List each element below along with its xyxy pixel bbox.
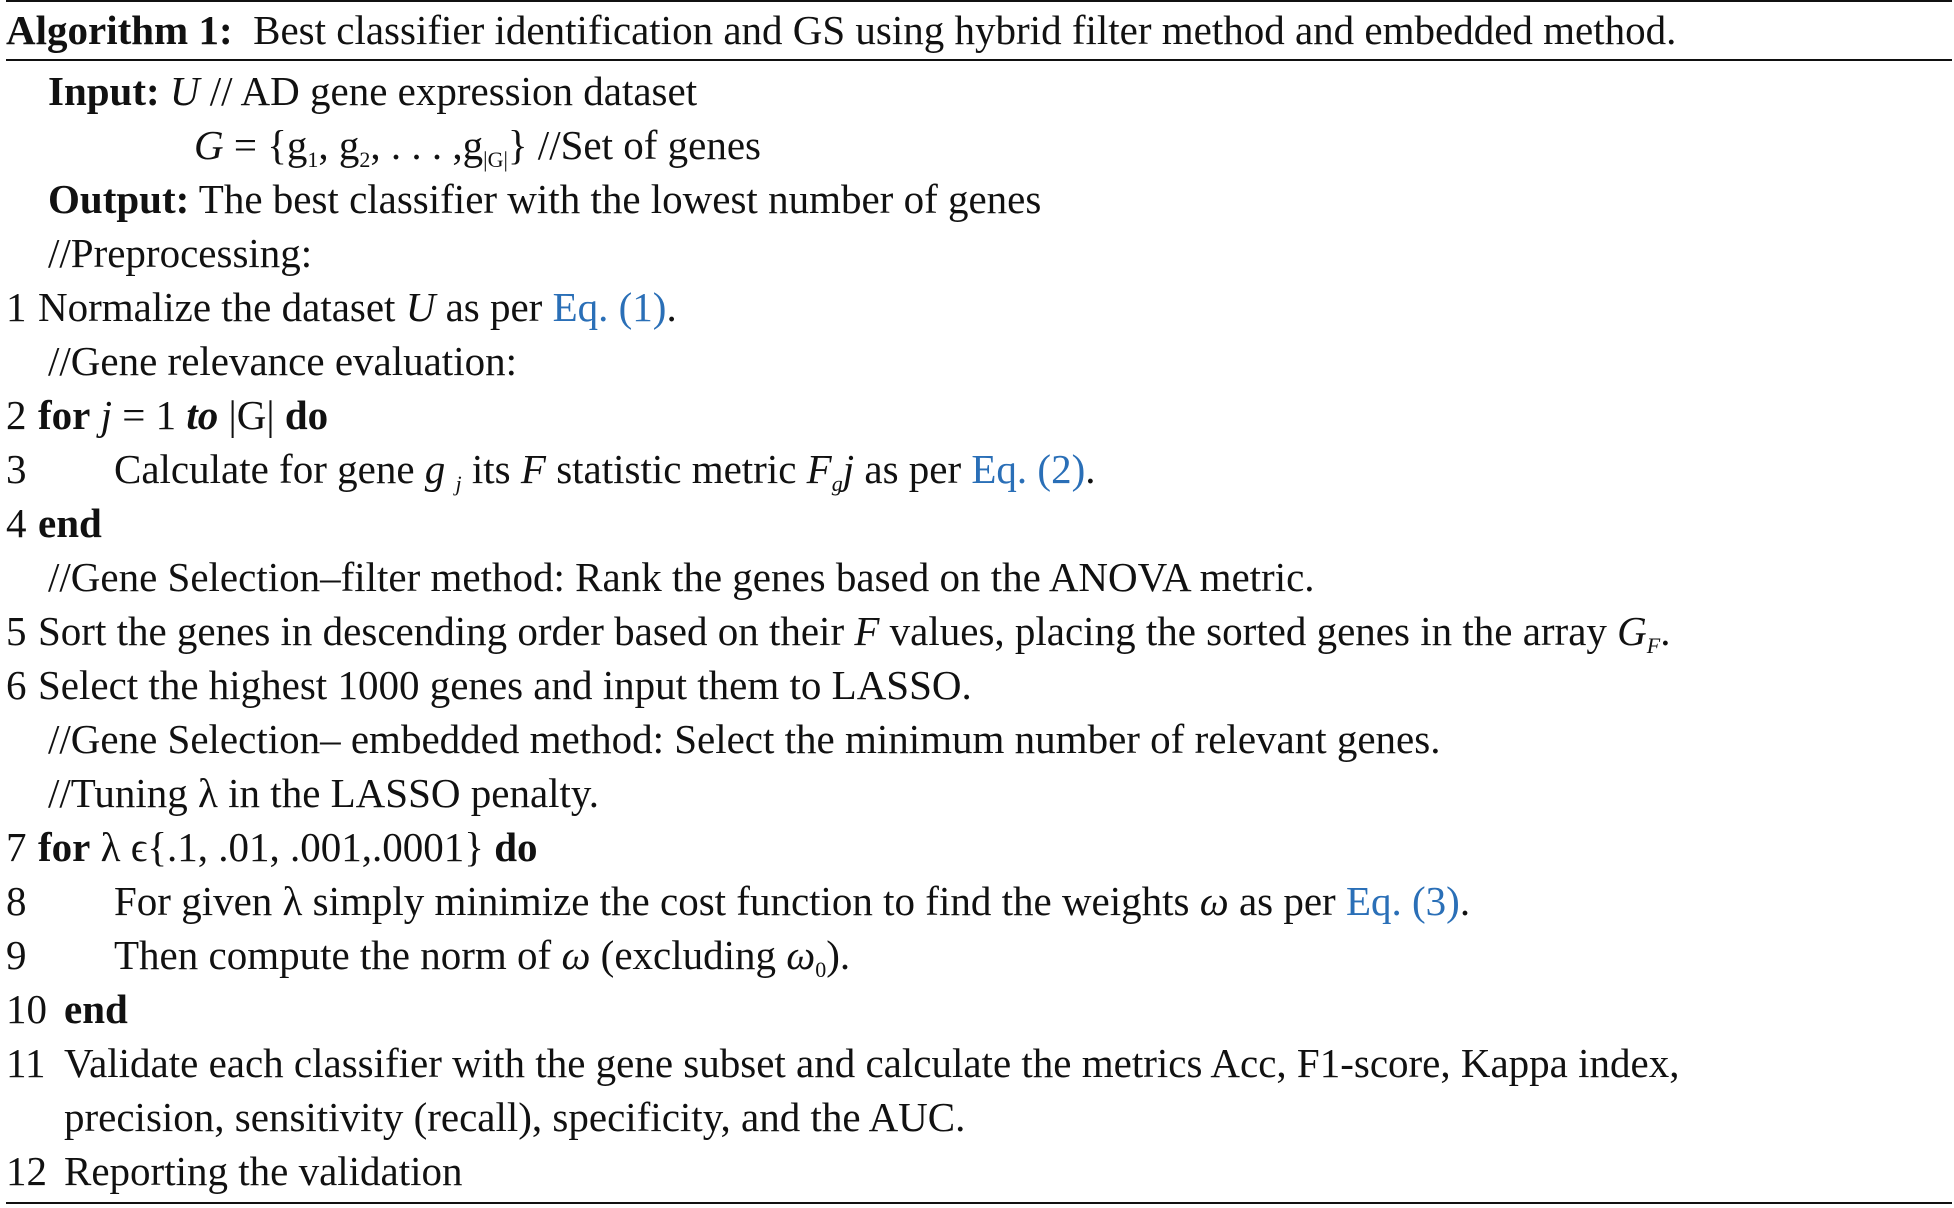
algo-line-2: [6, 388, 1952, 442]
l8-text-a: For given λ simply minimize the cost function to find the weights: [114, 878, 1190, 924]
l3-f: F: [520, 446, 546, 492]
l1-end: .: [666, 284, 677, 330]
l1-var: U: [405, 284, 436, 330]
algo-line-8: [6, 874, 1952, 928]
l9-end: ).: [826, 932, 851, 978]
algo-line-1: [6, 280, 1952, 334]
l3-text-b: its: [471, 446, 511, 492]
l3-f2: F: [806, 446, 832, 492]
l9-text-b: (excluding: [600, 932, 777, 978]
line-number: 2: [6, 392, 27, 438]
bottom-rule: [6, 1202, 1952, 1204]
set-tail: } //Set of genes: [507, 122, 761, 168]
line-number: 7: [6, 824, 27, 870]
algo-line-11: [6, 1036, 1952, 1090]
algo-line-7: [6, 820, 1952, 874]
input-var: U: [169, 68, 200, 114]
line-number: 6: [6, 662, 27, 708]
l9-omega0-sub: 0: [815, 957, 827, 982]
l3-text-c: statistic metric: [556, 446, 797, 492]
comment-relevance: //Gene relevance evaluation:: [48, 338, 517, 384]
set-mid2: , . . . ,g: [370, 122, 484, 168]
line-number: 9: [6, 932, 27, 978]
algo-line-9: [6, 928, 1952, 982]
l11-text-a: Validate each classifier with the gene subset and calculate the metrics Acc, F1-score, Kappa index,: [64, 1040, 1680, 1086]
l3-end: .: [1085, 446, 1096, 492]
l8-end: .: [1459, 878, 1471, 924]
l5-f: F: [854, 608, 880, 654]
gene-set-line: [194, 118, 761, 172]
set-lhs: G: [194, 122, 224, 168]
algorithm-title-text: Best classifier identification and GS using hybrid filter method and embedded method.: [253, 7, 1677, 53]
set-sub3: |G|: [483, 147, 508, 172]
algorithm-label: Algorithm 1:: [6, 7, 233, 53]
l9-omega0: ω: [786, 932, 816, 978]
l6-text: Select the highest 1000 genes and input them to LASSO.: [38, 662, 972, 708]
line-number: 10: [6, 986, 47, 1032]
line-number: 1: [6, 284, 27, 330]
eq3-link[interactable]: Eq. (3): [1345, 878, 1460, 924]
l3-f2-sub: g: [831, 471, 843, 496]
algo-line-3: [6, 442, 1952, 496]
line-number: 12: [6, 1148, 47, 1194]
algo-line-6: [6, 658, 1952, 712]
l3-text-d: as per: [864, 446, 962, 492]
line-number: 8: [6, 878, 27, 924]
l5-end: .: [1660, 608, 1671, 654]
l7-for: for: [38, 824, 91, 870]
set-expr: = {g: [233, 122, 308, 168]
output-line: [48, 172, 1041, 226]
title-rule: [6, 59, 1952, 61]
l5-text-a: Sort the genes in descending order based on their: [38, 608, 845, 654]
l2-eq: = 1: [122, 392, 177, 438]
l7-lambda-set: λ ϵ{.1, .01, .001,.0001}: [100, 824, 484, 870]
l2-g: |G|: [228, 392, 275, 438]
l3-g-sub: j: [455, 471, 462, 496]
l7-do: do: [494, 824, 538, 870]
input-label: Input:: [48, 68, 160, 114]
set-sub2: 2: [359, 147, 371, 172]
l5-text-b: values, placing the sorted genes in the array: [889, 608, 1607, 654]
algo-line-4: [6, 496, 1952, 550]
output-label: Output:: [48, 176, 190, 222]
line-number: 4: [6, 500, 27, 546]
eq1-link[interactable]: Eq. (1): [552, 284, 667, 330]
algo-line-10: [6, 982, 1952, 1036]
l4-end: end: [38, 500, 102, 546]
eq2-link[interactable]: Eq. (2): [971, 446, 1086, 492]
l2-do: do: [284, 392, 329, 438]
comment-preprocessing: //Preprocessing:: [48, 230, 313, 276]
l9-text-a: Then compute the norm of: [114, 932, 552, 978]
l8-omega: ω: [1199, 878, 1229, 924]
algo-line-5: [6, 604, 1952, 658]
l2-for: for: [38, 392, 91, 438]
set-mid1: , g: [318, 122, 360, 168]
algo-line-12: [6, 1144, 1952, 1198]
l3-j: j: [842, 446, 855, 492]
l2-var: j: [100, 392, 113, 438]
l1-text-b: as per: [445, 284, 543, 330]
set-sub1: 1: [307, 147, 319, 172]
comment-tuning: //Tuning λ in the LASSO penalty.: [48, 770, 600, 816]
input-text: // AD gene expression dataset: [209, 68, 698, 114]
l5-g-sub: F: [1646, 633, 1661, 658]
algo-line-11-cont: precision, sensitivity (recall), specificity, and the AUC.: [64, 1094, 966, 1140]
input-line: [48, 64, 697, 118]
l10-end: end: [64, 986, 128, 1032]
line-number: 5: [6, 608, 27, 654]
l8-text-b: as per: [1238, 878, 1336, 924]
l3-g: g: [424, 446, 446, 492]
l3-text-a: Calculate for gene: [114, 446, 415, 492]
algorithm-title: [6, 2, 1676, 58]
l2-to: to: [186, 392, 219, 438]
comment-embedded: //Gene Selection– embedded method: Select the minimum number of relevant genes.: [48, 716, 1441, 762]
l9-omega: ω: [561, 932, 591, 978]
line-number: 3: [6, 446, 27, 492]
l5-g: G: [1617, 608, 1647, 654]
l12-text: Reporting the validation: [64, 1148, 463, 1194]
output-text: The best classifier with the lowest number of genes: [198, 176, 1042, 222]
comment-filter: //Gene Selection–filter method: Rank the genes based on the ANOVA metric.: [48, 554, 1315, 600]
l1-text-a: Normalize the dataset: [38, 284, 396, 330]
line-number: 11: [6, 1040, 46, 1086]
